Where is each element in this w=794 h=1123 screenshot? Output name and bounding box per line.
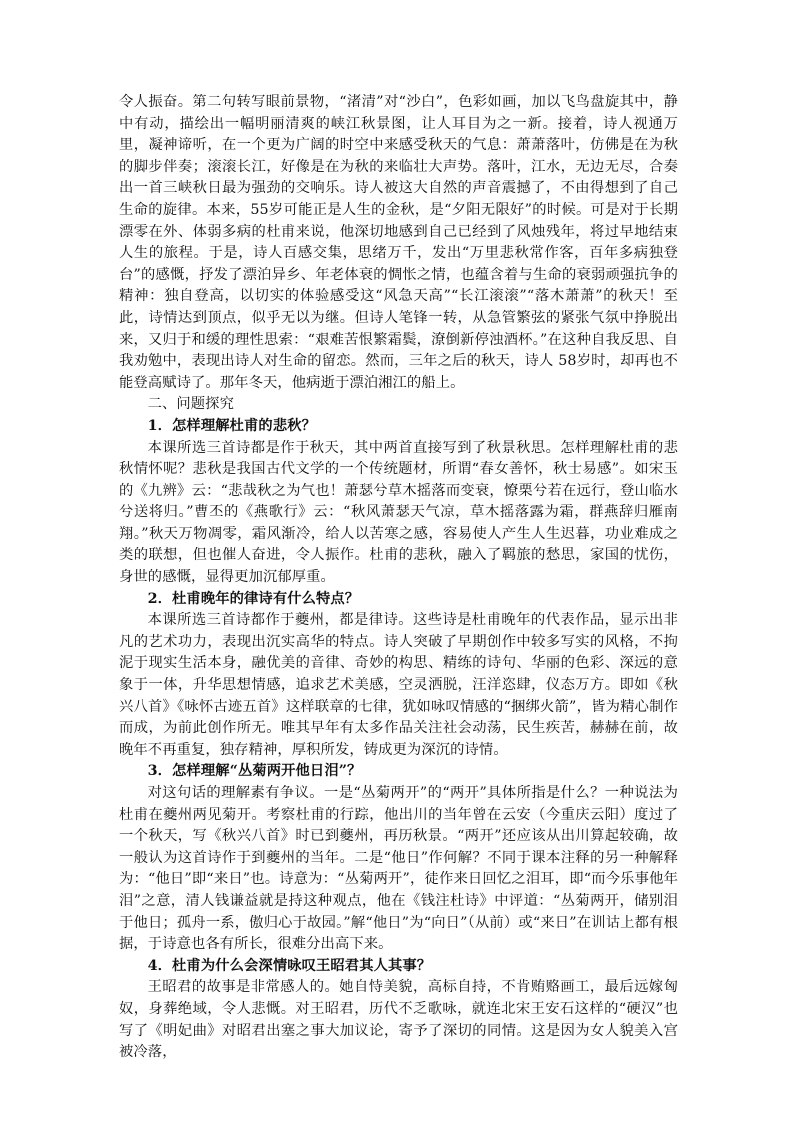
document-page [119,92,678,1064]
question-heading: 2．杜甫晚年的律诗有什么特点？ [147,590,360,607]
section-heading: 二、问题探究 [147,396,234,413]
question-heading: 4．杜甫为什么会深情咏叹王昭君其人其事？ [147,957,432,974]
question-heading: 1．怎样理解杜甫的悲秋？ [147,417,317,434]
body-paragraph: 对这句话的理解素有争议。一是“丛菊两开”的“两开”具体所指是什么？一种说法为杜甫在夔州两见菊开。考察杜甫的行踪，他出川的当年曾在云安（今重庆云阳）度过了一个秋天，写《秋兴八首》时已到夔州，再历秋景。“两开”还应该从出川算起较确，故一般认为这首诗作于到夔州的当年。二是“他日”作何解？不同于课本注释的另一种解释为：“他日”即“来日”也。诗意为：“丛菊两开”，徒作来日回忆之泪耳，即“而今乐事他年泪”之意，清人钱谦益就是持这种观点，他在《钱注杜诗》中评道：“丛菊两开，储别泪于他日；孤舟一系，傲归心于故园。”解“他日”为“向日”（从前）或“来日”在训诂上都有根据，于诗意也各有所长，很难分出高下来。 [119,785,678,953]
question-heading: 3．怎样理解“丛菊两开他日泪”？ [147,763,362,780]
body-paragraph: 令人振奋。第二句转写眼前景物，“渚清”对“沙白”，色彩如画，加以飞鸟盘旋其中，静中有动，描绘出一幅明丽清爽的峡江秋景图，让人耳目为之一新。接着，诗人视通万里，凝神谛听，在一个更为广阔的时空中来感受秋天的气息：萧萧落叶，仿佛是在为秋的脚步伴奏；滚滚长江，好像是在为秋的来临壮大声势。落叶，江水，无边无尽，合奏出一首三峡秋日最为强劲的交响乐。诗人被这大自然的声音震撼了，不由得想到了自己生命的旋律。本来，55岁可能正是人生的金秋，是“夕阳无限好”的时候。可是对于长期漂零在外、体弱多病的杜甫来说，他深切地感到自己已经到了风烛残年，将过早地结束人生的旅程。于是，诗人百感交集，思绪万千，发出“万里悲秋常作客，百年多病独登台”的感慨，抒发了漂泊异乡、年老体衰的惆怅之情，也蕴含着与生命的衰弱顽强抗争的精神：独自登高，以切实的体验感受这“风急天高”“长江滚滚”“落木萧萧”的秋天！至此，诗情达到顶点，似乎无以为继。但诗人笔锋一转，从急管繁弦的紧张气氛中挣脱出来，又归于和缓的理性思索：“艰难苦恨繁霜鬓，潦倒新停浊酒杯。”在这种自我反思、自我劝勉中，表现出诗人对生命的留恋。然而，三年之后的秋天，诗人 58岁时，却再也不能登高赋诗了。那年冬天，他病逝于漂泊湘江的船上。 [119,94,678,391]
body-paragraph: 王昭君的故事是非常感人的。她自恃美貌，高标自持，不肯贿赂画工，最后远嫁匈奴，身葬绝域，令人悲慨。对王昭君，历代不乏歌咏，就连北宋王安石这样的“硬汉”也写了《明妃曲》对昭君出塞之事大加议论，寄予了深切的同情。这是因为女人貌美入宫被冷落， [119,979,678,1061]
body-paragraph: 本课所选三首诗都是作于秋天，其中两首直接写到了秋景秋思。怎样理解杜甫的悲秋情怀呢？悲秋是我国古代文学的一个传统题材，所谓“春女善怀，秋士易感”。如宋玉的《九辨》云：“悲哉秋之为气也！萧瑟兮草木摇落而变衰，憭栗兮若在远行，登山临水兮送将归。”曹丕的《燕歌行》云：“秋风萧瑟天气凉，草木摇落露为霜，群燕辞归雁南翔。”秋天万物凋零，霜风渐冷，给人以苦寒之感，容易使人产生人生迟暮，功业难成之类的联想，但也催人奋进，令人振作。杜甫的悲秋，融入了羁旅的愁思，家国的忧伤，身世的感慨，显得更加沉郁厚重。 [119,439,678,586]
body-paragraph: 本课所选三首诗都作于夔州，都是律诗。这些诗是杜甫晚年的代表作品，显示出非凡的艺术功力，表现出沉实高华的特点。诗人突破了早期创作中较多写实的风格，不拘泥于现实生活本身，融优美的音律、奇妙的构思、精练的诗句、华丽的色彩、深远的意象于一体，升华思想情感，追求艺术美感，空灵洒脱，汪洋恣肆，仪态万方。即如《秋兴八首》《咏怀古迹五首》这样联章的七律，犹如咏叹情感的“捆绑火箭”，皆为精心制作而成，为前此创作所无。唯其早年有太多作品关注社会动荡，民生疾苦，赫赫在前，故晚年不再重复，独存精神，厚积所发，铸成更为深沉的诗情。 [119,612,678,758]
